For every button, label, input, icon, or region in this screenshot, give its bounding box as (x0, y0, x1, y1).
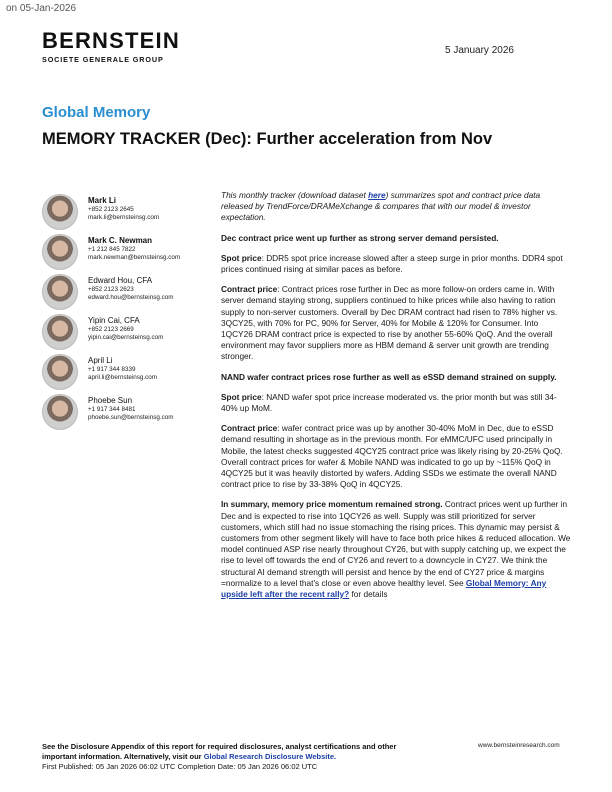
analyst-avatar (42, 314, 78, 350)
disclosure-footer (42, 742, 462, 772)
website-url[interactable]: www.bernsteinresearch.com (478, 742, 560, 749)
logo-subtitle: SOCIETE GENERALE GROUP (42, 55, 164, 64)
analyst-phone: +852 2123 2645 (88, 206, 134, 213)
dram-contract-paragraph: Contract price: Contract prices rose further in Dec as more follow-on orders came in. With server demand staying strong, suppliers continued to hike prices while also having to ration supply to non-server customers. Overall by Dec DRAM contract had risen to 78% higher vs. 3QCY25, with 70% for PC, 90% for Server, 40% for Mobile & 120% for Consumer. Into 1QCY26 DRAM contract price is expected to rise by another 55-60% QoQ. And the overall environment may favor suppliers more as HBM demand & server unit growth are trending stronger. (221, 284, 558, 362)
analyst-name: Mark Li (88, 196, 117, 205)
analyst-phone: +852 2123 2623 (88, 286, 134, 293)
analyst-card (42, 354, 222, 394)
analyst-name: April Li (88, 356, 113, 365)
analyst-avatar (42, 194, 78, 230)
bernstein-logo (42, 30, 180, 64)
summary-paragraph: In summary, memory price momentum remained strong. Contract prices went up further in Dec and is expected to rise into 1QCY26 as well. Supply was still prioritized for server customers, which still had no issue stomaching the rising prices. This dynamic may persist & customers from other segment likely will have to face both price hikes & reduced allocation. We model continued ASP rise nearly throughout CY26, but with supply catching up, we expect the rise to level off towards the end of CY26 and revert to a downcycle in CY27. We think the structural AI demand strength will persist and hence by the end of CY27 price & margins =normalize to a level that's close or even above healthy level. See Global Memory: Any upside left after the recent rally? for details (221, 499, 571, 600)
analyst-card (42, 394, 222, 434)
sector-label: Global Memory (42, 104, 151, 121)
global-memory-report-link[interactable]: Global Memory: Any upside left after the recent rally? (221, 577, 547, 600)
analyst-phone: +852 2123 2669 (88, 326, 134, 333)
disclosure-line-2: important information. Alternatively, visit our (42, 752, 204, 761)
nand-heading: NAND wafer contract prices rose further as well as eSSD demand strained on supply. (221, 371, 557, 382)
analyst-avatar (42, 354, 78, 390)
analyst-name: Phoebe Sun (88, 396, 133, 405)
analyst-email[interactable]: mark.li@bernsteinsg.com (88, 214, 160, 222)
analyst-email[interactable]: april.li@bernsteinsg.com (88, 374, 158, 382)
analyst-name: Yipin Cai, CFA (88, 316, 140, 325)
analyst-card (42, 274, 222, 314)
intro-paragraph: This monthly tracker (download dataset here) summarizes spot and contract price data released by TrendForce/DRAMeXchange & compares that with our model & investor expectation. (221, 190, 541, 223)
nand-contract-paragraph: Contract price: wafer contract price was up by another 30-40% MoM in Dec, due to eSSD demand resulting in shortage as in the previous month. For eMMC/UFC used principally in Mobile, the latest checks suggested 4QCY25 contract price was likely rising by 20-25% QoQ. Overall contract prices for wafer & Mobile NAND was indicated to go up by ~115% QoQ in 4QCY25 but it was heavily distorted by wafers. Adding SSDs we estimate the overall NAND contract price to rise by 33-38% QoQ in 4QCY25. (221, 423, 563, 490)
analyst-list (42, 194, 222, 434)
analyst-avatar (42, 234, 78, 270)
disclosure-website-link[interactable]: Global Research Disclosure Website. (203, 752, 337, 761)
analyst-name: Mark C. Newman (88, 236, 153, 245)
analyst-email[interactable]: phoebe.sun@bernsteinsg.com (88, 414, 174, 422)
dram-spot-paragraph: Spot price: DDR5 spot price increase slowed after a steep surge in prior months. DDR4 spot prices continued rising at similar paces as before. (221, 252, 563, 275)
analyst-phone: +1 212 845 7822 (88, 246, 136, 253)
analyst-avatar (42, 274, 78, 310)
analyst-card (42, 314, 222, 354)
analyst-card (42, 234, 222, 274)
analyst-phone: +1 917 344 8481 (88, 406, 136, 413)
analyst-avatar (42, 394, 78, 430)
analyst-name: Edward Hou, CFA (88, 276, 153, 285)
report-date: 5 January 2026 (445, 45, 514, 56)
analyst-phone: +1 917 344 8339 (88, 366, 136, 373)
nand-spot-paragraph: Spot price: NAND wafer spot price increase moderated vs. the prior month but was still 34-40% up MoM. (221, 391, 557, 414)
dataset-link[interactable]: here (368, 190, 386, 200)
analyst-card (42, 194, 222, 234)
logo-name: BERNSTEIN (42, 28, 180, 53)
report-body (221, 190, 571, 609)
analyst-email[interactable]: yipin.cai@bernsteinsg.com (88, 334, 164, 342)
timestamp-stamp: on 05-Jan-2026 (6, 3, 77, 14)
analyst-email[interactable]: edward.hou@bernsteinsg.com (88, 294, 174, 302)
dram-heading: Dec contract price went up further as strong server demand persisted. (221, 232, 499, 243)
report-title: MEMORY TRACKER (Dec): Further acceleration from Nov (42, 130, 493, 148)
publish-dates: First Published: 05 Jan 2026 06:02 UTC Completion Date: 05 Jan 2026 06:02 UTC (42, 762, 318, 771)
disclosure-line-1: See the Disclosure Appendix of this report for required disclosures, analyst certifications and other (42, 742, 397, 751)
analyst-email[interactable]: mark.newman@bernsteinsg.com (88, 254, 181, 262)
